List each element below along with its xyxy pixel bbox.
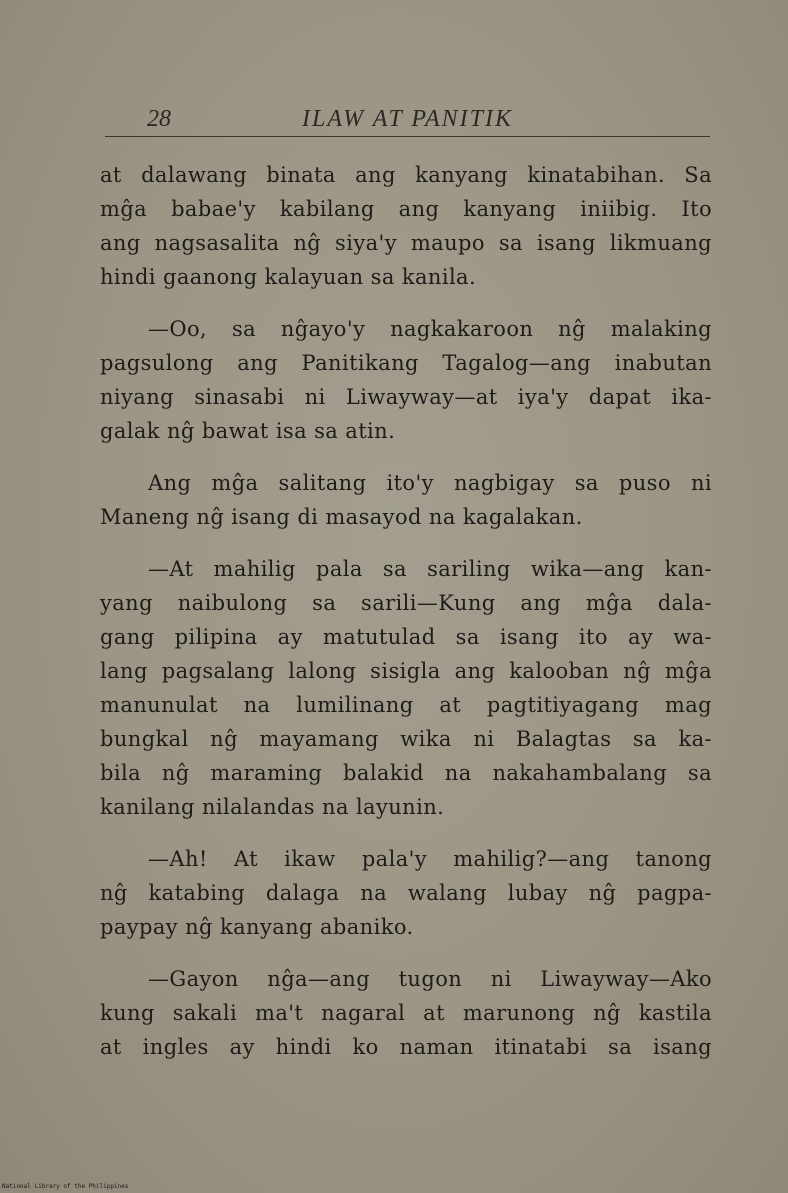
library-credit: National Library of the Philippines [2, 1183, 129, 1190]
text-line: —At mahilig pala sa sariling wika—ang kan- [148, 557, 712, 581]
page-number: 28 [147, 106, 171, 132]
text-line: kung sakali ma't nagaral at marunong nĝ kastila [100, 1001, 712, 1025]
text-line: bila nĝ maraming balakid na nakahambalang sa [100, 761, 712, 785]
text-line: manunulat na lumilinang at pagtitiyagang mag [100, 693, 712, 717]
text-line: lang pagsalang lalong sisigla ang kalooban nĝ mĝa [100, 659, 712, 683]
text-line: at ingles ay hindi ko naman itinatabi sa isang [100, 1035, 712, 1059]
text-line: bungkal nĝ mayamang wika ni Balagtas sa ka- [100, 727, 712, 751]
running-title: ILAW AT PANITIK [302, 106, 513, 132]
text-line: pagsulong ang Panitikang Tagalog—ang inabutan [100, 351, 712, 375]
text-line: —Oo, sa nĝayo'y nagkakaroon nĝ malaking [148, 317, 712, 341]
text-line: niyang sinasabi ni Liwayway—at iya'y dapat ika- [100, 385, 712, 409]
text-line: —Ah! At ikaw pala'y mahilig?—ang tanong [148, 847, 712, 871]
text-line: —Gayon nĝa—ang tugon ni Liwayway—Ako [148, 967, 712, 991]
paragraph [100, 158, 712, 294]
paragraph [100, 466, 712, 534]
text-line: yang naibulong sa sarili—Kung ang mĝa dala- [100, 591, 712, 615]
text-line: kanilang nilalandas na layunin. [100, 795, 445, 819]
paragraph [100, 312, 712, 448]
paragraph [100, 552, 712, 824]
body-text [100, 158, 712, 1064]
text-line: paypay nĝ kanyang abaniko. [100, 915, 414, 939]
text-line: hindi gaanong kalayuan sa kanila. [100, 265, 477, 289]
text-line: galak nĝ bawat isa sa atin. [100, 419, 396, 443]
text-line: Maneng nĝ isang di masayod na kagalakan. [100, 505, 583, 529]
paragraph [100, 962, 712, 1064]
text-line: mĝa babae'y kabilang ang kanyang iniibig. Ito [100, 197, 712, 221]
text-line: at dalawang binata ang kanyang kinatabihan. Sa [100, 163, 712, 187]
text-line: gang pilipina ay matutulad sa isang ito ay wa- [100, 625, 712, 649]
paragraph [100, 842, 712, 944]
page-header [105, 106, 710, 137]
text-line: Ang mĝa salitang ito'y nagbigay sa puso ni [148, 471, 712, 495]
text-line: nĝ katabing dalaga na walang lubay nĝ pagpa- [100, 881, 712, 905]
text-line: ang nagsasalita nĝ siya'y maupo sa isang likmuang [100, 231, 712, 255]
